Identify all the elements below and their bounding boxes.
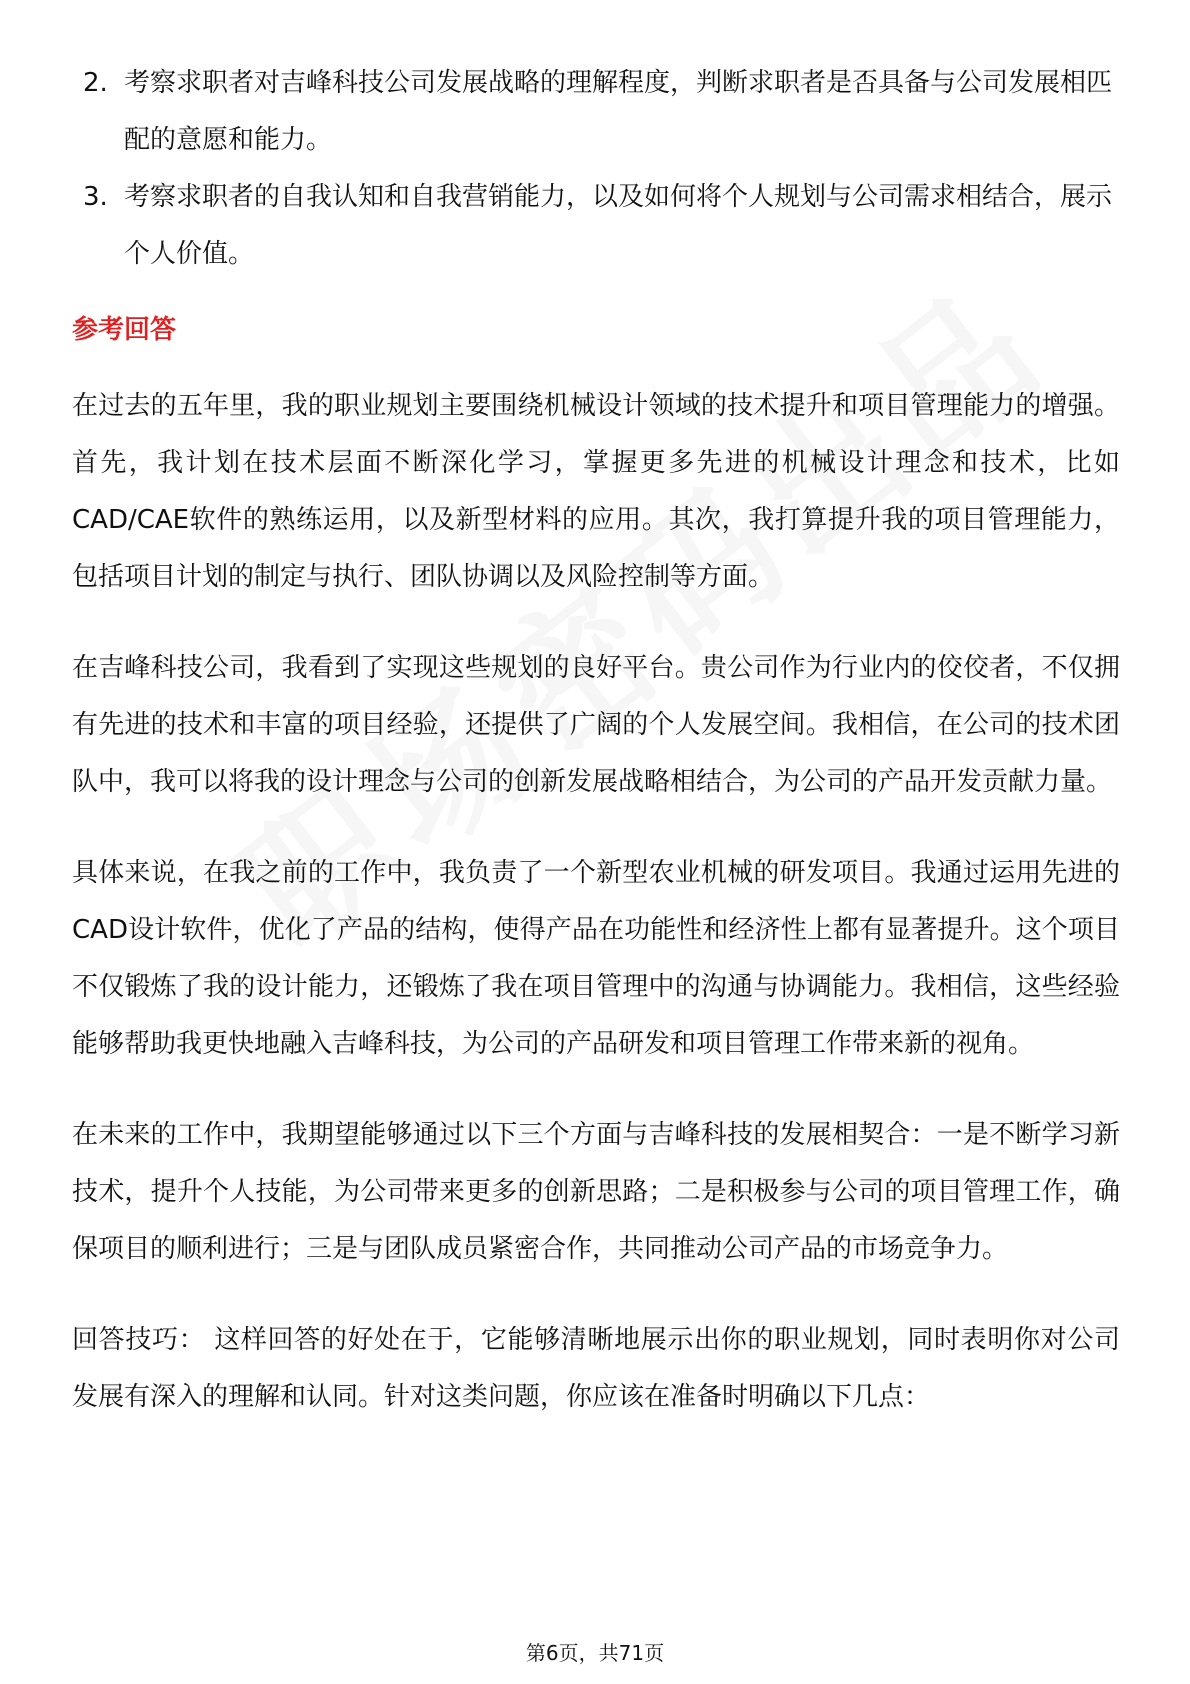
list-item-number: 3.	[83, 182, 108, 212]
answer-body	[72, 378, 1120, 1460]
numbered-list	[0, 55, 1190, 283]
section-title: 参考回答	[72, 315, 177, 345]
paragraph: 在吉峰科技公司，我看到了实现这些规划的良好平台。贵公司作为行业内的佼佼者，不仅拥有先进的技术和丰富的项目经验，还提供了广阔的个人发展空间。我相信，在公司的技术团队中，我可以将我的设计理念与公司的创新发展战略相结合，为公司的产品开发贡献力量。	[72, 653, 1120, 797]
paragraph: 具体来说，在我之前的工作中，我负责了一个新型农业机械的研发项目。我通过运用先进的CAD设计软件，优化了产品的结构，使得产品在功能性和经济性上都有显著提升。这个项目不仅锻炼了我的设计能力，还锻炼了我在项目管理中的沟通与协调能力。我相信，这些经验能够帮助我更快地融入吉峰科技，为公司的产品研发和项目管理工作带来新的视角。	[72, 858, 1120, 1059]
list-item	[0, 169, 1190, 283]
page-footer: 第6页，共71页	[525, 1641, 665, 1665]
paragraph: 在未来的工作中，我期望能够通过以下三个方面与吉峰科技的发展相契合：一是不断学习新技术，提升个人技能，为公司带来更多的创新思路；二是积极参与公司的项目管理工作，确保项目的顺利进行；三是与团队成员紧密合作，共同推动公司产品的市场竞争力。	[72, 1120, 1120, 1264]
list-item-number: 2.	[83, 68, 108, 98]
list-item-text: 考察求职者对吉峰科技公司发展战略的理解程度，判断求职者是否具备与公司发展相匹配的意愿和能力。	[124, 68, 1113, 155]
list-item-text: 考察求职者的自我认知和自我营销能力，以及如何将个人规划与公司需求相结合，展示个人价值。	[124, 182, 1113, 269]
paragraph: 回答技巧： 这样回答的好处在于，它能够清晰地展示出你的职业规划，同时表明你对公司发展有深入的理解和认同。针对这类问题，你应该在准备时明确以下几点：	[72, 1325, 1120, 1412]
list-item	[0, 55, 1190, 169]
paragraph: 在过去的五年里，我的职业规划主要围绕机械设计领域的技术提升和项目管理能力的增强。首先，我计划在技术层面不断深化学习，掌握更多先进的机械设计理念和技术，比如CAD/CAE软件的熟练运用，以及新型材料的应用。其次，我打算提升我的项目管理能力，包括项目计划的制定与执行、团队协调以及风险控制等方面。	[72, 391, 1120, 592]
